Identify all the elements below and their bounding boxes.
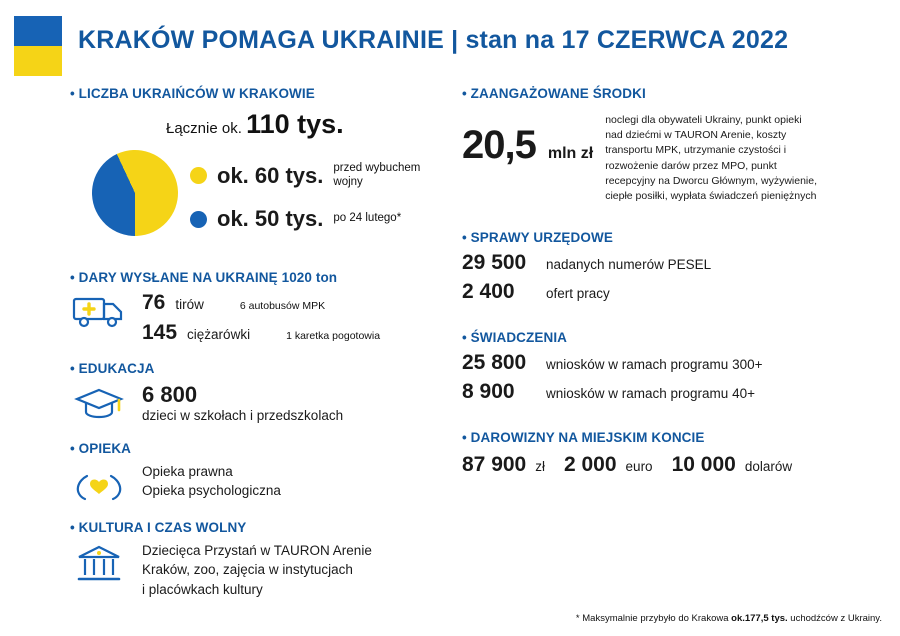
benefits-row-1: [462, 351, 882, 375]
hands-heart-icon: [70, 462, 128, 504]
aid-number-2: 145: [142, 321, 178, 344]
official-heading: • SPRAWY URZĘDOWE: [462, 230, 613, 246]
population-total-label: Łącznie ok.: [166, 120, 242, 137]
benefits-row-2: [462, 380, 882, 404]
aid-row: [70, 291, 450, 345]
truck-icon: [70, 291, 128, 331]
culture-heading: • KULTURA I CZAS WOLNY: [70, 519, 247, 535]
aid-lines: [142, 291, 450, 345]
left-column: [70, 86, 450, 600]
education-heading: • EDUKACJA: [70, 361, 155, 376]
care-lines: [142, 462, 450, 501]
donation-currency-1: zł: [535, 459, 545, 475]
donations-row: [462, 453, 882, 477]
funds-amount: 20,5: [462, 123, 536, 167]
pie-chart: [78, 136, 192, 250]
benefits-number-1: 25 800: [462, 351, 527, 375]
section-care: [70, 441, 450, 504]
legend-value-after-war: ok. 50 tys.: [217, 206, 324, 231]
aid-row-2: [142, 321, 450, 345]
donation-number-3: 10 000: [671, 453, 736, 477]
page-title: KRAKÓW POMAGA UKRAINIE | stan na 17 CZERWCA 2022: [78, 26, 789, 54]
donation-number-2: 2 000: [563, 453, 617, 477]
section-culture: [70, 520, 450, 600]
legend-bullet-yellow-icon: [190, 167, 207, 184]
benefits-number-2: 8 900: [462, 380, 515, 404]
footnote-bold: ok.177,5 tys.: [731, 613, 788, 624]
aid-row-1: [142, 291, 450, 315]
flag-stripe-yellow: [14, 46, 62, 76]
donation-number-1: 87 900: [462, 453, 527, 477]
legend-bullet-blue-icon: [190, 211, 207, 228]
care-line-2: Opieka psychologiczna: [142, 483, 281, 499]
official-label-1: nadanych numerów PESEL: [546, 257, 712, 273]
care-heading: • OPIEKA: [70, 440, 132, 456]
right-column: [462, 86, 882, 477]
benefits-heading: • ŚWIADCZENIA: [462, 330, 568, 346]
official-number-2: 2 400: [462, 280, 515, 304]
section-official: [462, 230, 882, 304]
education-row: [70, 382, 450, 425]
section-aid: [70, 270, 450, 345]
funds-unit: mln zł: [547, 145, 594, 162]
legend-item-after-war: [190, 206, 401, 232]
culture-line-2: Kraków, zoo, zajęcia w instytucjach: [142, 562, 353, 578]
aid-label-2: ciężarówki: [187, 327, 251, 342]
education-lines: [142, 382, 450, 425]
flag-stripe-blue: [14, 16, 62, 46]
aid-note-1: 6 autobusów MPK: [239, 300, 326, 312]
care-row: [70, 462, 450, 504]
legend-note-before-war: przed wybuchem wojny: [333, 162, 421, 188]
section-benefits: [462, 330, 882, 404]
aid-note-2: 1 karetka pogotowia: [286, 330, 381, 342]
benefits-label-2: wniosków w ramach programu 40+: [546, 386, 755, 402]
footnote-before: * Maksymalnie przybyło do Krakowa: [575, 613, 732, 624]
population-chart: [70, 144, 450, 254]
footnote-after: uchodźców z Ukrainy.: [787, 613, 882, 624]
donation-currency-2: euro: [625, 459, 653, 475]
funds-description: noclegi dla obywateli Ukrainy, punkt opieki nad dziećmi w TAURON Arenie, koszty transportu MPK, utrzymanie czystości i rozwożenie darów przez MPO, punkt recepcyjny na Dworcu Głównym, wyżywienie, ciepłe posiłki, wypłata świadczeń pieniężnych: [605, 114, 818, 203]
section-donations: [462, 430, 882, 477]
official-row-2: [462, 280, 882, 304]
section-population: [70, 86, 450, 254]
culture-lines: [142, 541, 450, 600]
population-total: [166, 111, 450, 138]
funds-row: [462, 111, 882, 204]
legend-value-before-war: ok. 60 tys.: [217, 162, 324, 188]
donation-currency-3: dolarów: [744, 459, 793, 475]
culture-line-1: Dziecięca Przystań w TAURON Arenie: [142, 542, 372, 558]
footnote: [576, 613, 882, 624]
legend-note-after-war: po 24 lutego*: [333, 212, 402, 225]
graduation-cap-icon: [70, 382, 128, 422]
official-number-1: 29 500: [462, 251, 527, 275]
culture-row: [70, 541, 450, 600]
education-number: 6 800: [142, 382, 198, 407]
section-education: [70, 361, 450, 425]
museum-icon: [70, 541, 128, 587]
official-row-1: [462, 251, 882, 275]
ukraine-flag: [14, 16, 62, 76]
population-heading: • LICZBA UKRAIŃCÓW W KRAKOWIE: [70, 86, 315, 101]
care-line-1: Opieka prawna: [142, 463, 233, 479]
legend-item-before-war: [190, 162, 443, 190]
funds-heading: • ZAANGAŻOWANE ŚRODKI: [462, 86, 646, 101]
population-total-value: 110 tys.: [246, 109, 344, 139]
benefits-label-1: wniosków w ramach programu 300+: [546, 357, 763, 373]
culture-line-3: i placówkach kultury: [142, 581, 263, 597]
section-funds: [462, 86, 882, 204]
aid-heading: • DARY WYSŁANE NA UKRAINĘ 1020 ton: [70, 270, 338, 285]
aid-number-1: 76: [142, 291, 166, 314]
donations-heading: • DAROWIZNY NA MIEJSKIM KONCIE: [462, 430, 705, 446]
aid-label-1: tirów: [175, 297, 204, 312]
education-label: dzieci w szkołach i przedszkolach: [142, 408, 344, 424]
official-label-2: ofert pracy: [546, 286, 610, 302]
